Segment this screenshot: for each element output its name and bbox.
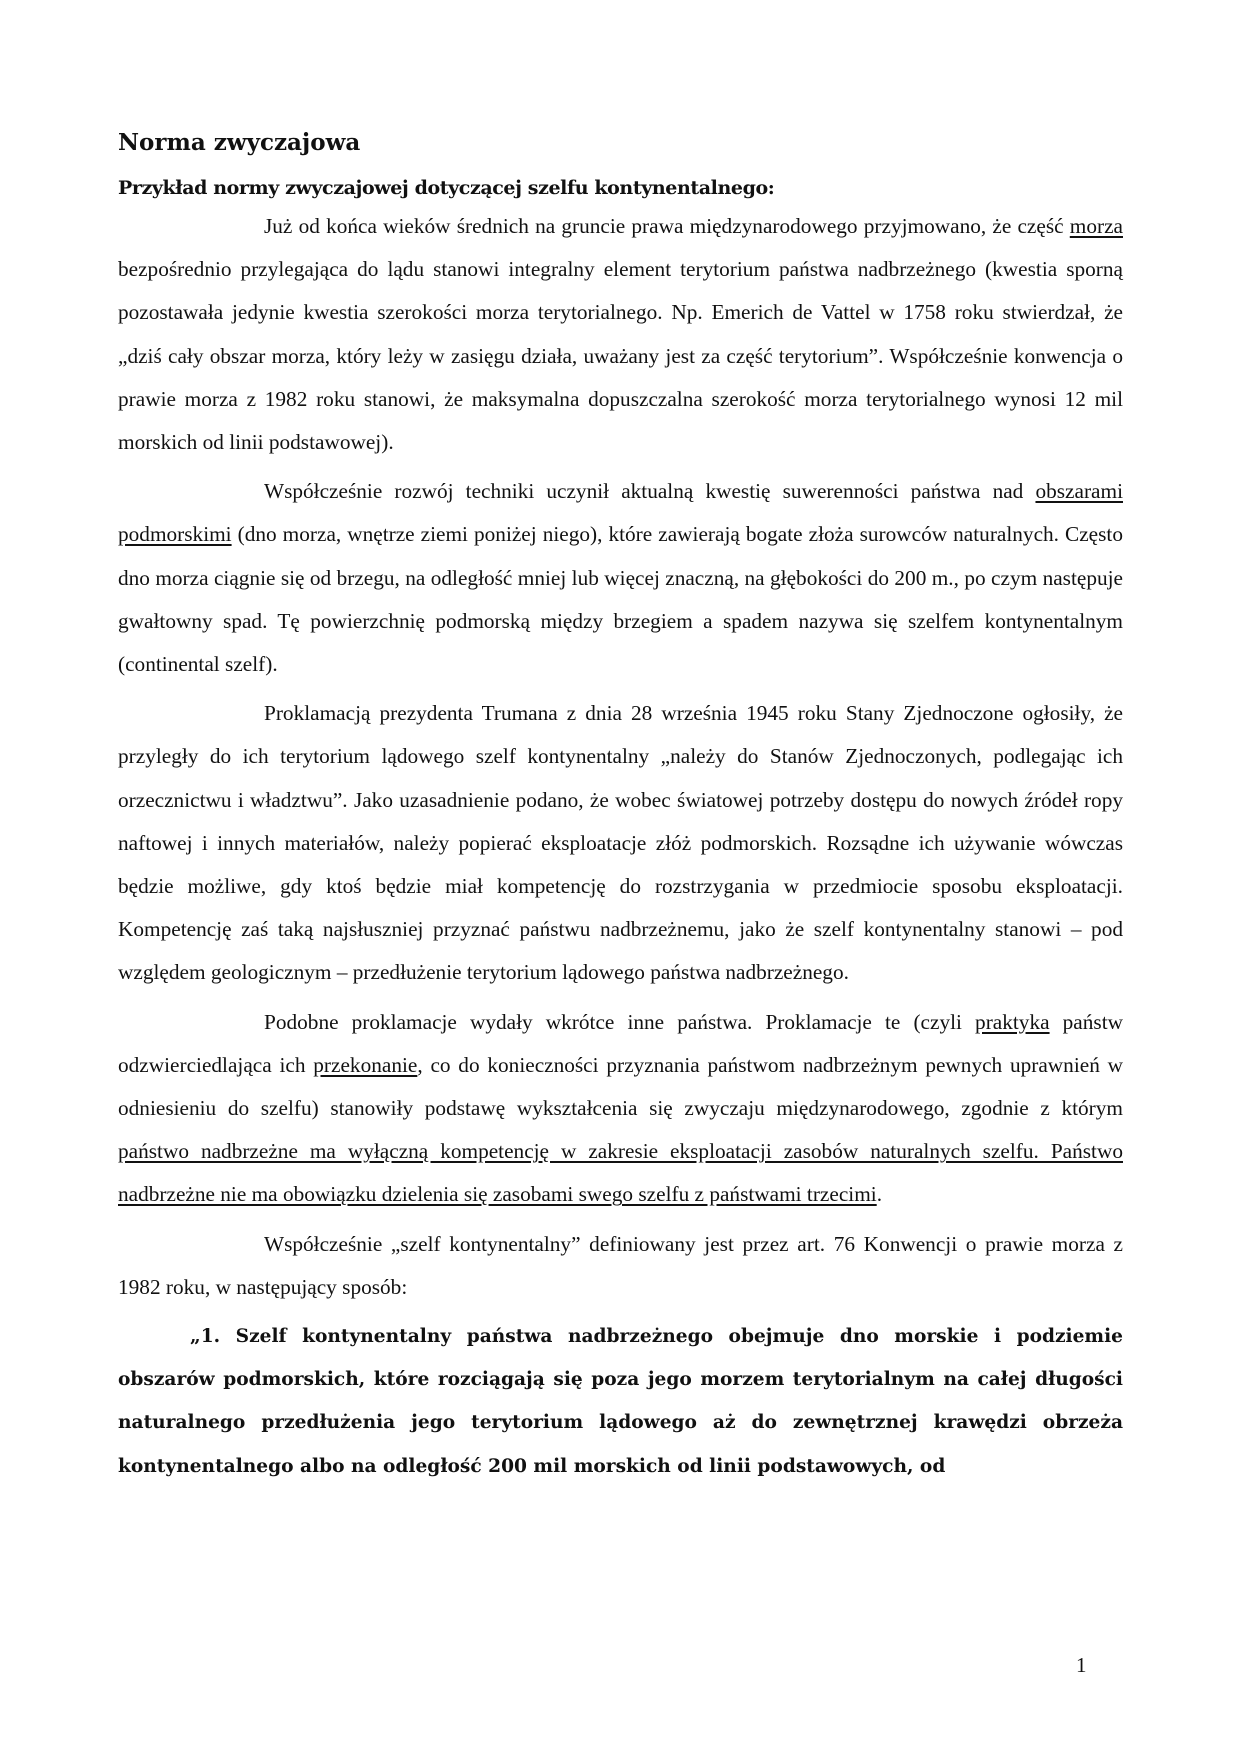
paragraph-4-text-a: Podobne proklamacje wydały wkrótce inne państwa. Proklamacje te (czyli xyxy=(264,1009,976,1034)
quote-article-76: „1. Szelf kontynentalny państwa nadbrzeżnego obejmuje dno morskie i podziemie obszarów podmorskich, które rozciągają się poza jego morzem terytorialnym na całej długości naturalnego przedłużenia jego terytorium lądowego aż do zewnętrznej krawędzi obrzeża kontynentalnego albo na odległość 200 mil morskich od linii podstawowych, od xyxy=(118,1326,1123,1477)
paragraph-4-text-d: . xyxy=(876,1182,883,1207)
paragraph-1 xyxy=(118,205,1123,464)
page-number: 1 xyxy=(1076,1653,1087,1677)
paragraph-4 xyxy=(118,1001,1123,1217)
link-morza[interactable]: morza xyxy=(1069,214,1123,238)
paragraph-5: Współcześnie „szelf kontynentalny” definiowany jest przez art. 76 Konwencji o prawie morza z 1982 roku, w następujący sposób: xyxy=(118,1231,1123,1299)
document-title: Norma zwyczajowa xyxy=(118,129,361,156)
paragraph-2 xyxy=(118,470,1123,686)
paragraph-3: Proklamacją prezydenta Trumana z dnia 28 września 1945 roku Stany Zjednoczone ogłosiły, że przyległy do ich terytorium lądowego szelf kontynentalny „należy do Stanów Zjednoczonych, podlegając ich orzecznictwu i władztwu”. Jako uzasadnienie podano, że wobec światowej potrzeby dostępu do nowych źródeł ropy naftowej i innych materiałów, należy popierać eksploatacje złóż podmorskich. Rozsądne ich używanie wówczas będzie możliwe, gdy ktoś będzie miał kompetencję do rozstrzygania w przedmiocie sposobu eksploatacji. Kompetencję zaś taką najsłuszniej przyznać państwu nadbrzeżnemu, jako że szelf kontynentalny stanowi – pod względem geologicznym – przedłużenie terytorium lądowego państwa nadbrzeżnego. xyxy=(118,701,1123,985)
link-obszarami-podmorskimi[interactable]: obszarami podmorskimi xyxy=(118,479,1123,547)
link-przekonanie[interactable]: przekonanie xyxy=(313,1052,418,1077)
paragraph-1-text-a: Już od końca wieków średnich na gruncie prawa międzynarodowego przyjmowano, że część xyxy=(264,214,1070,238)
document-page xyxy=(118,118,1123,1488)
link-praktyka[interactable]: praktyka xyxy=(975,1009,1050,1034)
paragraph-4-text-b: państw odzwierciedlająca ich xyxy=(118,1009,1123,1077)
paragraph-4-text-c: , co do konieczności przyznania państwom nadbrzeżnym pewnych uprawnień w odniesieniu do szelfu) stanowiły podstawę wykształcenia się zwyczaju międzynarodowego, zgodnie z którym xyxy=(118,1052,1124,1121)
paragraph-1-text-b: bezpośrednio przylegająca do lądu stanowi integralny element terytorium państwa nadbrzeżnego (kwestia sporną pozostawała jedynie kwestia szerokości morza terytorialnego. Np. Emerich de Vattel w 1758 roku stwierdzał, że „dziś cały obszar morza, który leży w zasięgu działa, uważany jest za część terytorium”. Współcześnie konwencja o prawie morza z 1982 roku stanowi, że maksymalna dopuszczalna szerokość morza terytorialnego wynosi 12 mil morskich od linii podstawowej). xyxy=(118,257,1123,455)
link-panstwo-nadbrzezne[interactable]: państwo nadbrzeżne ma wyłączną kompetencję w zakresie eksploatacji zasobów naturalnych szelfu. Państwo nadbrzeżne nie ma obowiązku dzielenia się zasobami swego szelfu z państwami trzecimi xyxy=(118,1139,1123,1207)
paragraph-2-text-a: Współcześnie rozwój techniki uczynił aktualną kwestię suwerenności państwa nad xyxy=(264,479,1036,504)
paragraph-2-text-b: (dno morza, wnętrze ziemi poniżej niego), które zawierają bogate złoża surowców naturalnych. Często dno morza ciągnie się od brzegu, na odległość mniej lub więcej znaczną, na głębokości do 200 m., po czym następuje gwałtowny spad. Tę powierzchnię podmorską między brzegiem a spadem nazywa się szelfem kontynentalnym (continental szelf). xyxy=(118,522,1123,677)
document-subtitle: Przykład normy zwyczajowej dotyczącej szelfu kontynentalnego: xyxy=(118,177,775,199)
